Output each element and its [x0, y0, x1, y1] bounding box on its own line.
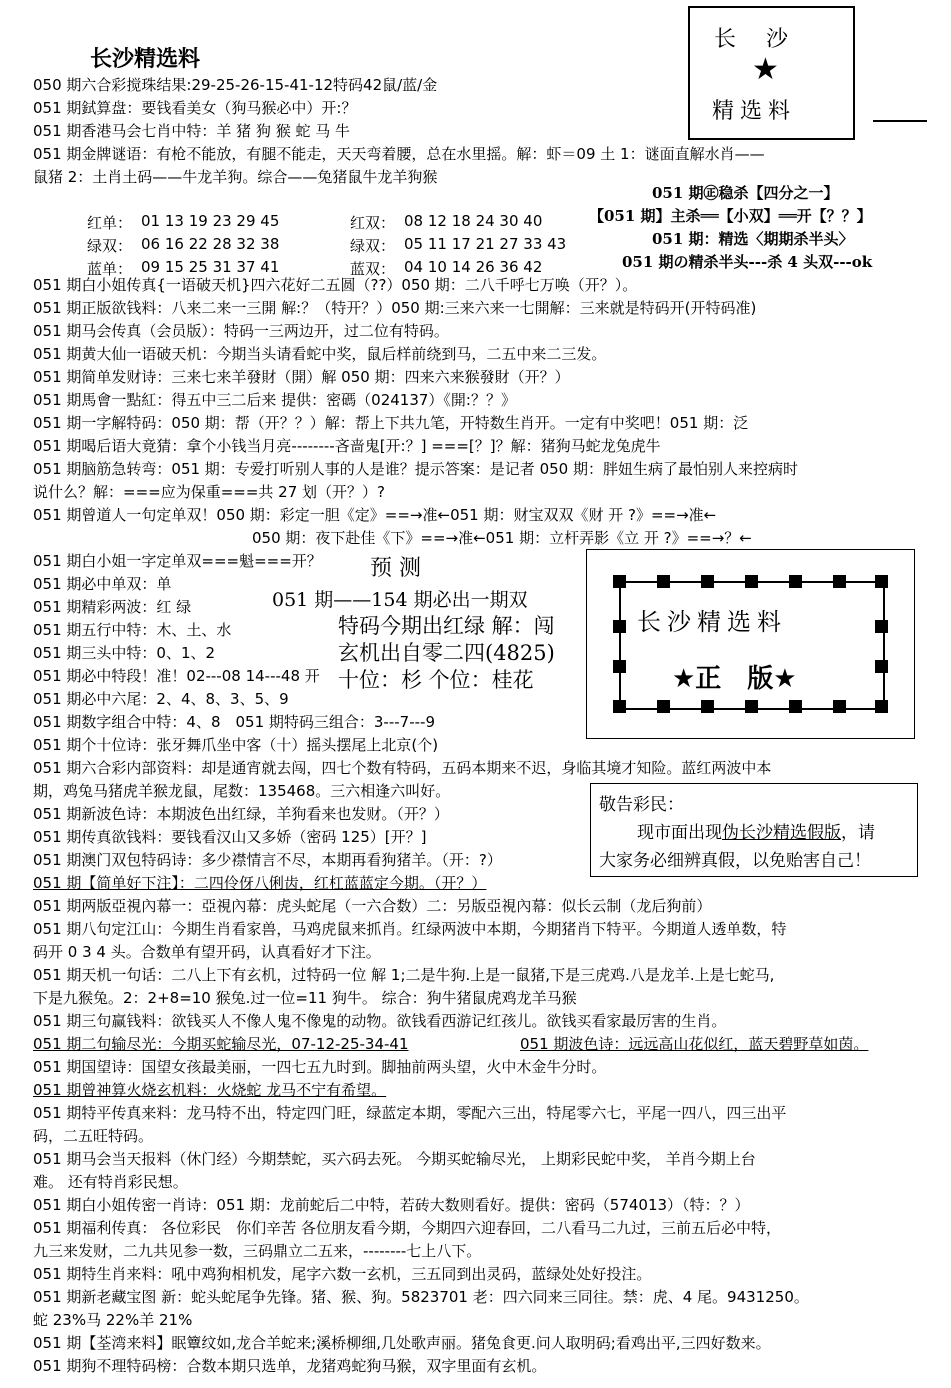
- divider: [873, 120, 927, 122]
- blue-single-values: 09 15 25 31 37 41: [141, 258, 280, 276]
- text-line: 051 期波色诗：远远高山花似红，蓝天碧野草如茵。: [520, 1035, 869, 1053]
- edge-square: [875, 620, 888, 633]
- text-line: 期，鸡兔马猪虎羊猴龙鼠，尾数：135468。三六相逢六叫好。: [33, 782, 451, 800]
- text-line: 050 期：夜下赴佳《下》==→准←051 期：立杆弄影《立 开 ?》==→？←: [252, 529, 752, 547]
- kill-note: 051 期：精选〈期期杀半头〉: [652, 230, 854, 248]
- text-line: 051 期【荃湾来料】眠簟纹如,龙合羊蛇来;溪桥柳细,几处歌声丽。猪兔食更.问人取明码;看鸡出平,三四好数来。: [33, 1334, 771, 1352]
- text-line: 051 期传真欲钱料：要钱看汉山又多娇（密码 125）[开？]: [33, 828, 427, 846]
- warning-heading: 敬告彩民：: [599, 795, 684, 815]
- text-line: 码开 0 3 4 头。合数单有望开码，认真看好才下注。: [33, 943, 381, 961]
- edge-square: [833, 700, 846, 713]
- title-box-line2: 精选料: [712, 99, 797, 124]
- text-line: 051 期白小姐一字定单双===魁===开？: [33, 552, 322, 570]
- corner-square: [613, 575, 626, 588]
- blue-double-label: 蓝双：: [350, 260, 396, 278]
- edge-square: [657, 575, 670, 588]
- red-single-values: 01 13 19 23 29 45: [141, 212, 280, 230]
- text-line: 051 期特生肖来料：吼中鸡狗相机发，尾字六数一玄机，三五同到出灵码，蓝绿处处好投注。: [33, 1265, 652, 1283]
- text-line: 051 期五行中特：木、土、水: [33, 621, 232, 639]
- text-line: 051 期曾道人一句定单双！050 期：彩定一胆《定》==→准←051 期：财宝双双《财 开 ?》==→准←: [33, 506, 717, 524]
- badge-title: 长沙精选料: [637, 608, 787, 636]
- text-line: 051 期白小姐传真{一语破天机}四六花好二五圆（??）050 期：二八千呼七万唤（开？）。: [33, 276, 638, 294]
- text-line: 051 期必中六尾：2、4、8、3、5、9: [33, 690, 289, 708]
- text-line: 051 期喝后语大竟猜：拿个小钱当月亮--------吝啬鬼[开:？] ===[？]？解：猪狗马蛇龙兔虎牛: [33, 437, 661, 455]
- text-line: 051 期脑筋急转弯：051 期：专爱打听别人事的人是谁？提示答案：是记者 050 期：胖妞生病了最怕别人来控病时: [33, 460, 798, 478]
- blue-single-label: 蓝单：: [87, 260, 133, 278]
- title-box: [688, 6, 855, 140]
- badge-subtitle: ★正 版★: [672, 664, 797, 694]
- warning-text: ，请: [841, 823, 875, 843]
- authentic-badge: [586, 549, 915, 739]
- green-double-label: 绿双：: [87, 237, 133, 255]
- red-single-label: 红单：: [87, 214, 133, 232]
- blue-double-values: 04 10 14 26 36 42: [404, 258, 543, 276]
- text-line: 051 期马会传真（会员版）：特码一三两边开，过二位有特码。: [33, 322, 449, 340]
- text-line: 051 期馬會一點紅：得五中三二后来 提供：密碼（024137）《開:？？》: [33, 391, 516, 409]
- green-single-values: 05 11 17 21 27 33 43: [404, 235, 567, 253]
- text-line: 051 期必中单双：单: [33, 575, 172, 593]
- edge-square: [875, 660, 888, 673]
- text-line: 051 期两版亞視內幕一：亞視內幕：虎头蛇尾（一六合数）二：另版亞視內幕：似长云制（龙后狗前）: [33, 897, 712, 915]
- text-line: 鼠猪 2：土肖土码——牛龙羊狗。综合——兔猪鼠牛龙羊狗猴: [33, 168, 438, 186]
- kill-note: 【051 期】主杀══【小双】══开【？？】: [589, 207, 872, 225]
- prediction-line: 051 期——154 期必出一期双: [272, 589, 528, 611]
- text-line: 051 期八句定江山：今期生肖看家兽，马鸡虎鼠来抓肖。红绿两波中本期，今期猪肖下特平。今期道人透单数，特: [33, 920, 787, 938]
- text-line: 九三来发财，二九共见参一数，三码鼎立二五来，--------七上八下。: [33, 1242, 482, 1260]
- text-line: 051 期三头中特：0、1、2: [33, 644, 216, 662]
- edge-square: [833, 575, 846, 588]
- text-line: 051 期三句赢钱料：欲钱买人不像人鬼不像鬼的动物。欲钱看西游记红孩儿。欲钱买看家最厉害的生肖。: [33, 1012, 727, 1030]
- prediction-line: 玄机出自零二四(4825): [338, 641, 555, 665]
- text-line: 051 期正版欲钱料：八来二来一三開 解:？（特开？）050 期:三来六来一七開解：三来就是特码开(开特码准): [33, 299, 757, 317]
- star-icon: ★: [752, 52, 779, 87]
- title-box-line1: 长沙: [714, 27, 819, 52]
- text-line: 051 期简单发财诗：三来七来羊發財（開）解 050 期：四来六来猴發財（开？）: [33, 368, 570, 386]
- text-line: 051 期福利传真： 各位彩民 你们辛苦 各位朋友看今期，今期四六迎春回，二八看马二九过，三前五后必中特，: [33, 1219, 781, 1237]
- text-line: 难。 还有特肖彩民想。: [33, 1173, 188, 1191]
- page-title: 长沙精选料: [90, 47, 201, 72]
- text-line: 说什么？解：===应为保重===共 27 划（开？）?: [33, 483, 385, 501]
- edge-square: [789, 575, 802, 588]
- text-line: 蛇 23%马 22%羊 21%: [33, 1311, 193, 1329]
- corner-square: [875, 700, 888, 713]
- text-line: 051 期白小姐传密一肖诗：051 期：龙前蛇后二中特，若砖大数则看好。提供：密码（574013）（特：？）: [33, 1196, 750, 1214]
- edge-square: [613, 660, 626, 673]
- text-line: 051 期必中特段！准！02---08 14---48 开: [33, 667, 320, 685]
- edge-square: [701, 700, 714, 713]
- text-line: 051 期新波色诗：本期波色出红绿，羊狗看来也发财。（开？）: [33, 805, 449, 823]
- text-line: 051 期数字组合中特：4、8 051 期特码三组合：3---7---9: [33, 713, 435, 731]
- text-line: 051 期鉽算盘：要钱看美女（狗马猴必中）开:？: [33, 99, 357, 117]
- text-line: 051 期曾神算火烧玄机料：火烧蛇 龙马不宁有希望。: [33, 1081, 387, 1099]
- text-line: 下是九猴兔。2：2+8=10 猴兔.过一位=11 狗牛。 综合：狗牛猪鼠虎鸡龙羊马猴: [33, 989, 577, 1007]
- corner-square: [875, 575, 888, 588]
- text-line: 051 期黄大仙一语破天机：今期当头请看蛇中奖，鼠后样前绕到马，二五中来二三发。: [33, 345, 607, 363]
- warning-text: 现市面出现: [637, 823, 722, 843]
- edge-square: [657, 700, 670, 713]
- text-line: 051 期马会当天报料（休门经）今期禁蛇，买六码去死。 今期买蛇输尽光， 上期彩民蛇中奖， 羊肖今期上台: [33, 1150, 756, 1168]
- edge-square: [789, 700, 802, 713]
- prediction-title: 预 测: [370, 556, 421, 581]
- red-double-label: 红双：: [350, 214, 396, 232]
- text-line: 051 期国望诗：国望女孩最美丽，一四七五九时到。脚抽前两头望，火中木金牛分时。: [33, 1058, 607, 1076]
- edge-square: [701, 575, 714, 588]
- kill-note: 051 期㊣稳杀【四分之一】: [652, 184, 839, 202]
- warning-line: [637, 818, 875, 843]
- text-line: 051 期一字解特码：050 期：帮（开？？）解：帮上下共九笔，开特数生肖开。一定有中奖吧！051 期：泛: [33, 414, 749, 432]
- text-line: 051 期精彩两波：红 绿: [33, 598, 192, 616]
- green-double-values: 06 16 22 28 32 38: [141, 235, 280, 253]
- text-line: 051 期金牌谜语：有枪不能放，有腿不能走，天天弯着腰，总在水里摇。解：虾＝09 土 1：谜面直解水肖——: [33, 145, 765, 163]
- prediction-line: 特码今期出红绿 解：闯: [338, 614, 555, 638]
- text-line: 051 期天机一句话：二八上下有玄机，过特码一位 解 1;二是牛狗.上是一鼠猪,下是三虎鸡.八是龙羊.上是七蛇马,: [33, 966, 775, 984]
- text-line: 051 期狗不理特码榜：合数本期只选单，龙猪鸡蛇狗马猴，双字里面有玄机。: [33, 1357, 547, 1375]
- text-line: 051 期特平传真来料：龙马特不出，特定四门旺，绿蓝定本期，零配六三出，特尾零六七，平尾一四八，四三出平: [33, 1104, 787, 1122]
- text-line: 051 期【简单好下注】：二四伶伢八俐齿，红杠蓝蓝定今期。（开？）: [33, 874, 487, 892]
- green-single-label: 绿双：: [350, 237, 396, 255]
- text-line: 050 期六合彩搅珠结果:29-25-26-15-41-12特码42鼠/蓝/金: [33, 76, 438, 94]
- prediction-line: 十位：杉 个位：桂花: [338, 668, 534, 692]
- red-double-values: 08 12 18 24 30 40: [404, 212, 543, 230]
- text-line: 051 期新老藏宝图 新：蛇头蛇尾争先锋。猪、猴、狗。5823701 老：四六同来三同往。禁：虎、4 尾。9431250。: [33, 1288, 809, 1306]
- edge-square: [745, 575, 758, 588]
- text-line: 051 期香港马会七肖中特：羊 猪 狗 猴 蛇 马 牛: [33, 122, 351, 140]
- edge-square: [613, 620, 626, 633]
- warning-line: 大家务必细辨真假，以免贻害自己！: [599, 851, 871, 871]
- text-line: 051 期六合彩内部资料：却是通宵就去闯，四七个数有特码，五码本期来不迟，身临其境才知险。蓝红两波中本: [33, 759, 772, 777]
- text-line: 051 期个十位诗：张牙舞爪坐中客（十）摇头摆尾上北京(个): [33, 736, 439, 754]
- warning-notice: [590, 783, 918, 877]
- edge-square: [745, 700, 758, 713]
- corner-square: [613, 700, 626, 713]
- warning-fake-name: 伪长沙精选假版: [722, 823, 841, 843]
- text-line: 码，二五旺特码。: [33, 1127, 154, 1145]
- text-line: 051 期澳门双包特码诗：多少襟情言不尽，本期再看狗猪羊。（开：?）: [33, 851, 502, 869]
- kill-note: 051 期の精杀半头---杀 4 头双---ok: [622, 253, 873, 271]
- text-line: 051 期二句输尽光：今期买蛇输尽光，07-12-25-34-41: [33, 1035, 409, 1053]
